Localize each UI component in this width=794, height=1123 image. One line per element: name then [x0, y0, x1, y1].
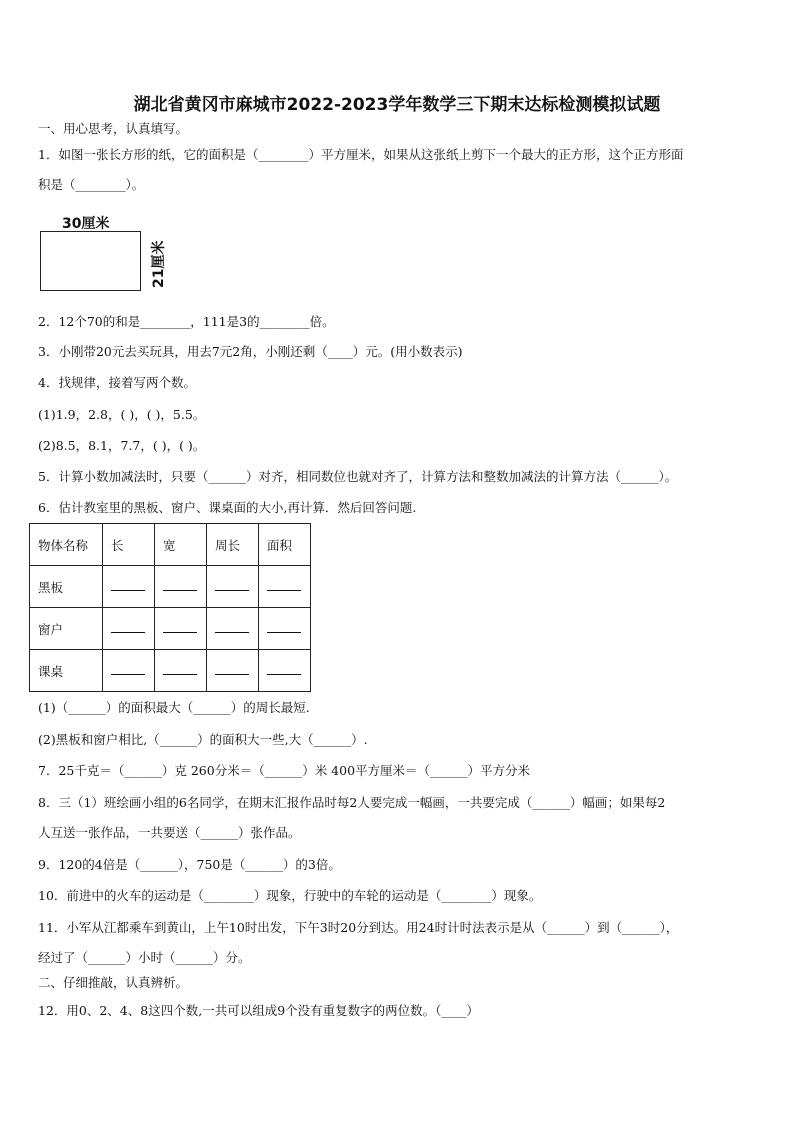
answer-blank[interactable]: [103, 608, 155, 650]
table-row: [30, 608, 311, 650]
question-9: 9．120的4倍是（______），750是（______）的3倍。: [38, 857, 341, 872]
answer-blank[interactable]: [259, 608, 311, 650]
answer-blank[interactable]: [155, 566, 207, 608]
question-6-stem: 6．估计教室里的黑板、窗户、课桌面的大小,再计算．然后回答问题.: [38, 500, 417, 515]
answer-blank[interactable]: [103, 650, 155, 692]
page-title: 湖北省黄冈市麻城市2022-2023学年数学三下期末达标检测模拟试题: [133, 95, 661, 115]
question-8-line-1: 8．三（1）班绘画小组的6名同学，在期末汇报作品时每2人要完成一幅画，一共要完成（______）幅画；如果每2: [38, 795, 666, 810]
question-3: 3．小刚带20元去买玩具，用去7元2角，小刚还剩（____）元。(用小数表示): [38, 344, 463, 359]
answer-blank[interactable]: [155, 608, 207, 650]
rectangle-figure: [40, 231, 141, 291]
answer-blank[interactable]: [103, 566, 155, 608]
question-8-line-2: 人互送一张作品，一共要送（______）张作品。: [38, 825, 301, 840]
table-header-cell: 面积: [259, 524, 311, 566]
table-header-cell: 长: [103, 524, 155, 566]
table-header-row: [30, 524, 311, 566]
question-1-line-2: 积是（________）。: [38, 177, 145, 192]
question-2: 2．12个70的和是________，111是3的________倍。: [38, 314, 335, 329]
question-6-part-2: (2)黑板和窗户相比,（______）的面积大一些,大（______）.: [38, 732, 368, 747]
table-header-cell: 周长: [207, 524, 259, 566]
table-row: [30, 650, 311, 692]
question-11-line-2: 经过了（______）小时（______）分。: [38, 950, 251, 965]
question-10: 10．前进中的火车的运动是（________）现象，行驶中的车轮的运动是（________）现象。: [38, 888, 542, 903]
question-7: 7．25千克＝（______）克 260分米＝（______）米 400平方厘米＝（______）平方分米: [38, 763, 531, 778]
section-heading-2: 二、仔细推敲，认真辨析。: [38, 975, 189, 990]
question-4-stem: 4．找规律，接着写两个数。: [38, 375, 196, 390]
table-row: [30, 566, 311, 608]
answer-blank[interactable]: [207, 566, 259, 608]
row-label: 窗户: [30, 608, 103, 650]
row-label: 课桌: [30, 650, 103, 692]
answer-blank[interactable]: [155, 650, 207, 692]
answer-blank[interactable]: [207, 650, 259, 692]
question-5: 5．计算小数加减法时，只要（______）对齐，相同数位也就对齐了，计算方法和整数加减法的计算方法（______）。: [38, 469, 678, 484]
question-4-part-1: (1)1.9，2.8，( )，( )，5.5。: [38, 407, 206, 422]
question-12: 12．用0、2、4、8这四个数,一共可以组成9个没有重复数字的两位数。（____）: [38, 1003, 479, 1018]
figure-width-label: 21厘米: [151, 240, 167, 288]
answer-blank[interactable]: [207, 608, 259, 650]
row-label: 黑板: [30, 566, 103, 608]
question-4-part-2: (2)8.5，8.1，7.7，( )，( )。: [38, 438, 206, 453]
answer-blank[interactable]: [259, 566, 311, 608]
table-header-cell: 物体名称: [30, 524, 103, 566]
table-header-cell: 宽: [155, 524, 207, 566]
question-6-part-1: (1)（______）的面积最大（______）的周长最短.: [38, 700, 310, 715]
section-heading-1: 一、用心思考，认真填写。: [38, 121, 189, 136]
question-11-line-1: 11．小军从江都乘车到黄山，上午10时出发，下午3时20分到达。用24时计时法表示是从（______）到（______），: [38, 920, 679, 935]
figure-length-label: 30厘米: [62, 216, 110, 232]
question-1-line-1: 1．如图一张长方形的纸，它的面积是（________）平方厘米，如果从这张纸上剪下一个最大的正方形，这个正方形面: [38, 147, 684, 162]
estimation-table: [29, 523, 311, 692]
answer-blank[interactable]: [259, 650, 311, 692]
